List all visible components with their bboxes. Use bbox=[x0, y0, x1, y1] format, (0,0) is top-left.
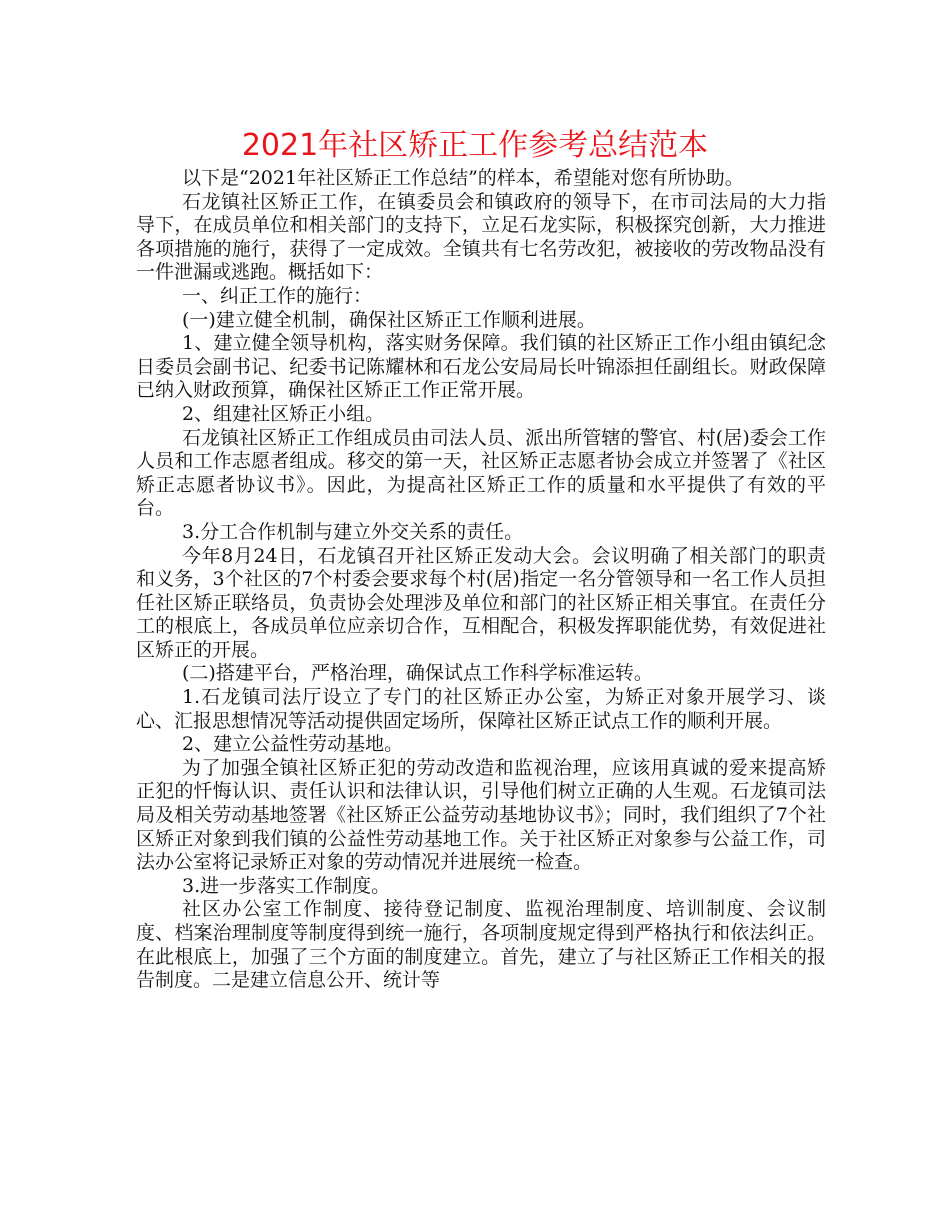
paragraph-meeting: 今年8月24日，石龙镇召开社区矫正发动大会。会议明确了相关部门的职责和义务，3个社区的7个村委会要求每个村(居)指定一名分管领导和一名工作人员担任社区矫正联络员，负责协会处理涉及单位和部门的社区矫正相关事宜。在责任分工的根底上，各成员单位应亲切合作，互相配合，积极发挥职能优势，有效促进社区矫正的开展。 bbox=[136, 544, 826, 661]
subsection-heading-1: (一)建立健全机制，确保社区矫正工作顺利进展。 bbox=[182, 308, 596, 331]
item-heading-system: 3.进一步落实工作制度。 bbox=[182, 874, 391, 897]
item-heading-labor-base: 2、建立公益性劳动基地。 bbox=[182, 733, 404, 756]
paragraph-office: 1.石龙镇司法厅设立了专门的社区矫正办公室，为矫正对象开展学习、谈心、汇报思想情况等活动提供固定场所，保障社区矫正试点工作的顺利开展。 bbox=[136, 686, 826, 732]
paragraph-intro: 以下是“2021年社区矫正工作总结”的样本，希望能对您有所协助。 bbox=[182, 167, 744, 189]
paragraph-leadership: 1、建立健全领导机构，落实财务保障。我们镇的社区矫正工作小组由镇纪念日委员会副书记、纪委书记陈耀林和石龙公安局局长叶锦添担任副组长。财政保障已纳入财政预算，确保社区矫正工作正常开展。 bbox=[136, 332, 826, 402]
subsection-heading-2: (二)搭建平台，严格治理，确保试点工作科学标准运转。 bbox=[182, 662, 653, 685]
paragraph-team: 石龙镇社区矫正工作组成员由司法人员、派出所管辖的警官、村(居)委会工作人员和工作志愿者组成。移交的第一天，社区矫正志愿者协会成立并签署了《社区矫正志愿者协议书》。因此，为提高社区矫正工作的质量和水平提供了有效的平台。 bbox=[136, 426, 826, 520]
item-heading-team: 2、组建社区矫正小组。 bbox=[182, 402, 385, 425]
document-title: 2021年社区矫正工作参考总结范本 bbox=[241, 128, 709, 163]
paragraph-overview: 石龙镇社区矫正工作，在镇委员会和镇政府的领导下，在市司法局的大力指导下，在成员单位和相关部门的支持下，立足石龙实际，积极探究创新，大力推进各项措施的施行，获得了一定成效。全镇共有七名劳改犯，被接收的劳改物品没有一件泄漏或逃跑。概括如下： bbox=[136, 190, 826, 284]
section-heading-1: 一、纠正工作的施行： bbox=[182, 284, 373, 307]
paragraph-system: 社区办公室工作制度、接待登记制度、监视治理制度、培训制度、会议制度、档案治理制度等制度得到统一施行，各项制度规定得到严格执行和依法纠正。在此根底上，加强了三个方面的制度建立。首先，建立了与社区矫正工作相关的报告制度。二是建立信息公开、统计等 bbox=[136, 898, 826, 992]
paragraph-labor-base: 为了加强全镇社区矫正犯的劳动改造和监视治理，应该用真诚的爱来提高矫正犯的忏悔认识、责任认识和法律认识，引导他们树立正确的人生观。石龙镇司法局及相关劳动基地签署《社区矫正公益劳动基地协议书》；同时，我们组织了7个社区矫正对象到我们镇的公益性劳动基地工作。关于社区矫正对象参与公益工作，司法办公室将记录矫正对象的劳动情况并进展统一检查。 bbox=[136, 756, 826, 874]
document-body bbox=[136, 167, 826, 993]
item-heading-cooperation: 3.分工合作机制与建立外交关系的责任。 bbox=[182, 520, 524, 543]
